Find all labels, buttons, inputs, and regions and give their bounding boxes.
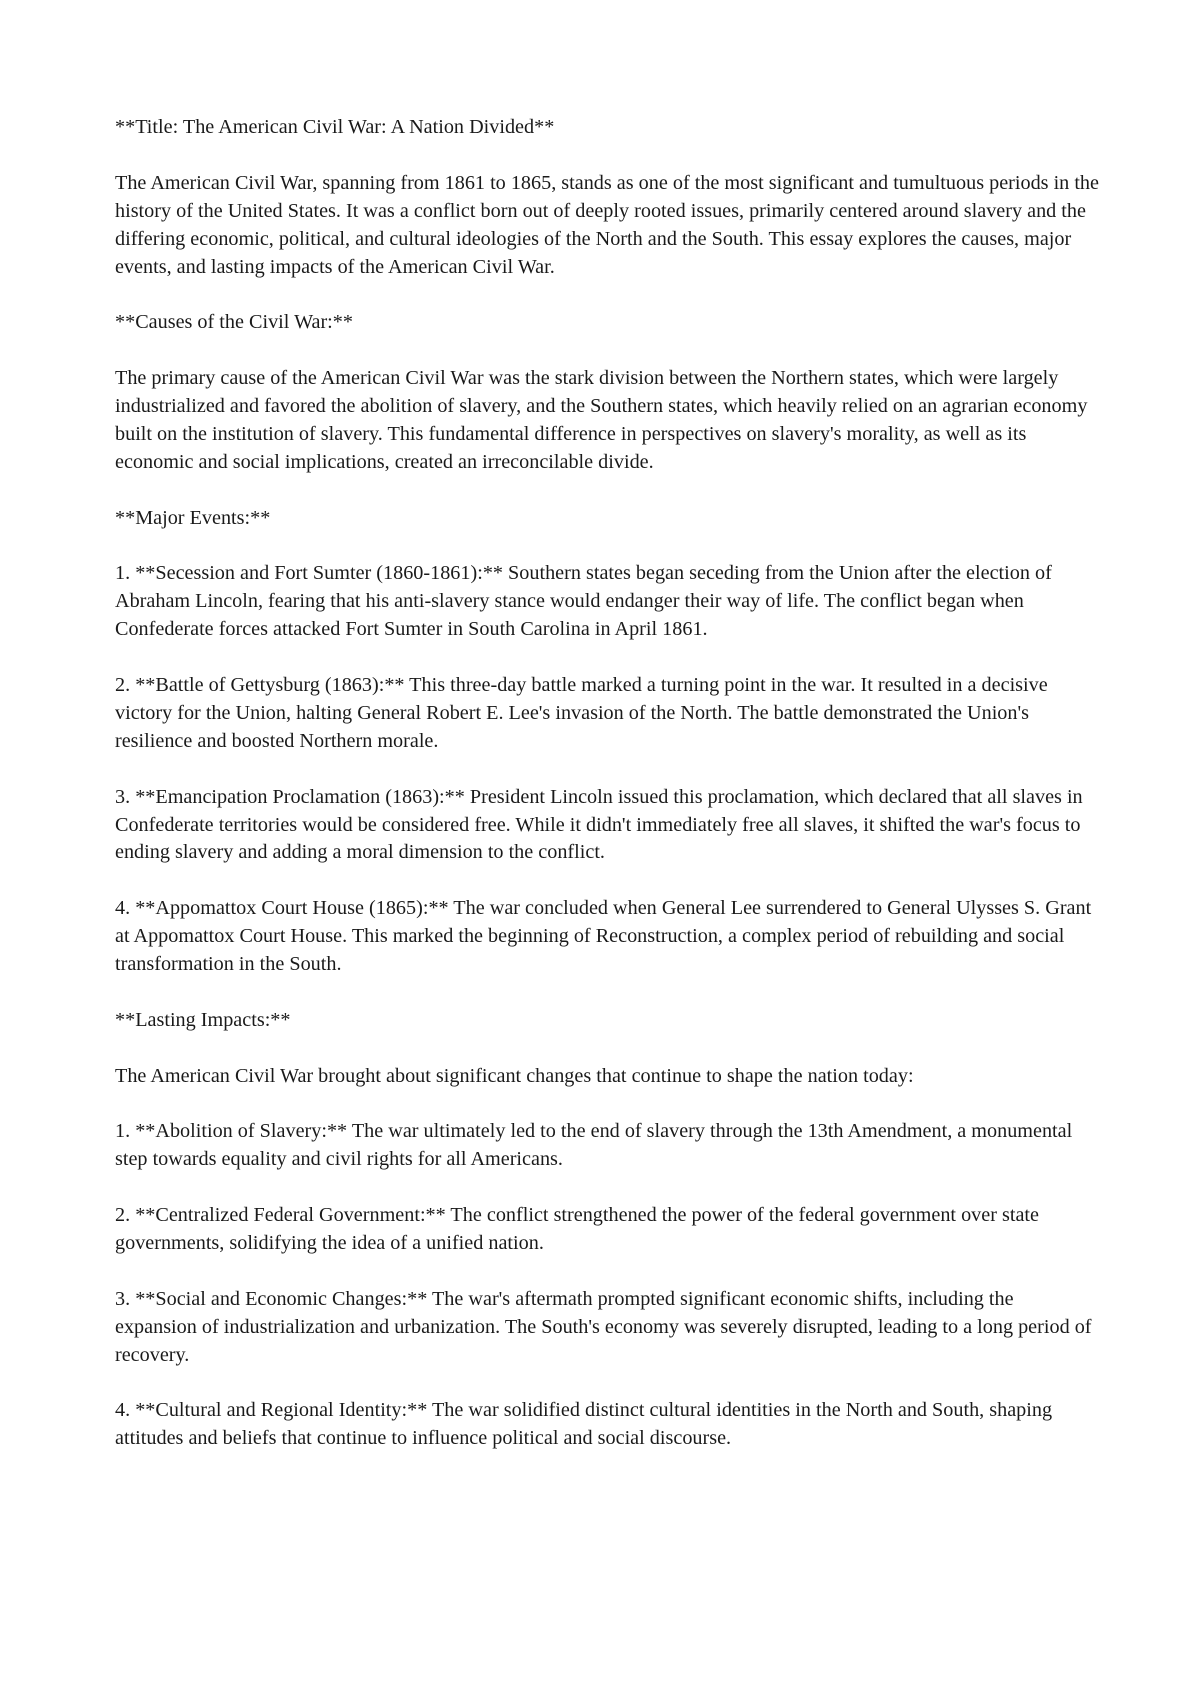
impact-item: 1. **Abolition of Slavery:** The war ultimately led to the end of slavery through the 13th Amendment, a monumental step towards equality and civil rights for all Americans. (115, 1120, 1073, 1171)
events-heading: **Major Events:** (115, 506, 271, 529)
impacts-intro: The American Civil War brought about significant changes that continue to shape the nation today: (115, 1064, 914, 1087)
document-title: **Title: The American Civil War: A Nation Divided** (115, 116, 555, 138)
impact-item: 3. **Social and Economic Changes:** The war's aftermath prompted significant economic shifts, including the expansion of industrialization and urbanization. The South's economy was severely disrupted, leading to a long period of recovery. (115, 1287, 1092, 1366)
intro-paragraph: The American Civil War, spanning from 1861 to 1865, stands as one of the most significant and tumultuous periods in the history of the United States. It was a conflict born out of deeply rooted issues, primarily centered around slavery and the differing economic, political, and cultural ideologies of the North and the South. This essay explores the causes, major events, and lasting impacts of the American Civil War. (115, 171, 1099, 278)
causes-paragraph: The primary cause of the American Civil War was the stark division between the Northern states, which were largely industrialized and favored the abolition of slavery, and the Southern states, which heavily relied on an agrarian economy built on the institution of slavery. This fundamental difference in perspectives on slavery's morality, as well as its economic and social implications, created an irreconcilable divide. (115, 367, 1088, 473)
impact-item: 4. **Cultural and Regional Identity:** The war solidified distinct cultural identities in the North and South, shaping attitudes and beliefs that continue to influence political and social discourse. (115, 1399, 1053, 1450)
document-body (115, 114, 1100, 1453)
event-item: 2. **Battle of Gettysburg (1863):** This three-day battle marked a turning point in the war. It resulted in a decisive victory for the Union, halting General Robert E. Lee's invasion of the North. The battle demonstrated the Union's resilience and boosted Northern morale. (115, 674, 1048, 752)
causes-heading: **Causes of the Civil War:** (115, 311, 353, 334)
event-item: 4. **Appomattox Court House (1865):** The war concluded when General Lee surrendered to General Ulysses S. Grant at Appomattox Court House. This marked the beginning of Reconstruction, a complex period of rebuilding and social transformation in the South. (115, 897, 1092, 976)
impacts-heading: **Lasting Impacts:** (115, 1008, 291, 1031)
event-item: 1. **Secession and Fort Sumter (1860-1861):** Southern states began seceding from the Union after the election of Abraham Lincoln, fearing that his anti-slavery stance would endanger their way of life. The conflict began when Confederate forces attacked Fort Sumter in South Carolina in April 1861. (115, 562, 1052, 641)
event-item: 3. **Emancipation Proclamation (1863):** President Lincoln issued this proclamation, which declared that all slaves in Confederate territories would be considered free. While it didn't immediately free all slaves, it shifted the war's focus to ending slavery and adding a moral dimension to the conflict. (115, 785, 1083, 864)
impact-item: 2. **Centralized Federal Government:** The conflict strengthened the power of the federal government over state governments, solidifying the idea of a unified nation. (115, 1204, 1039, 1255)
